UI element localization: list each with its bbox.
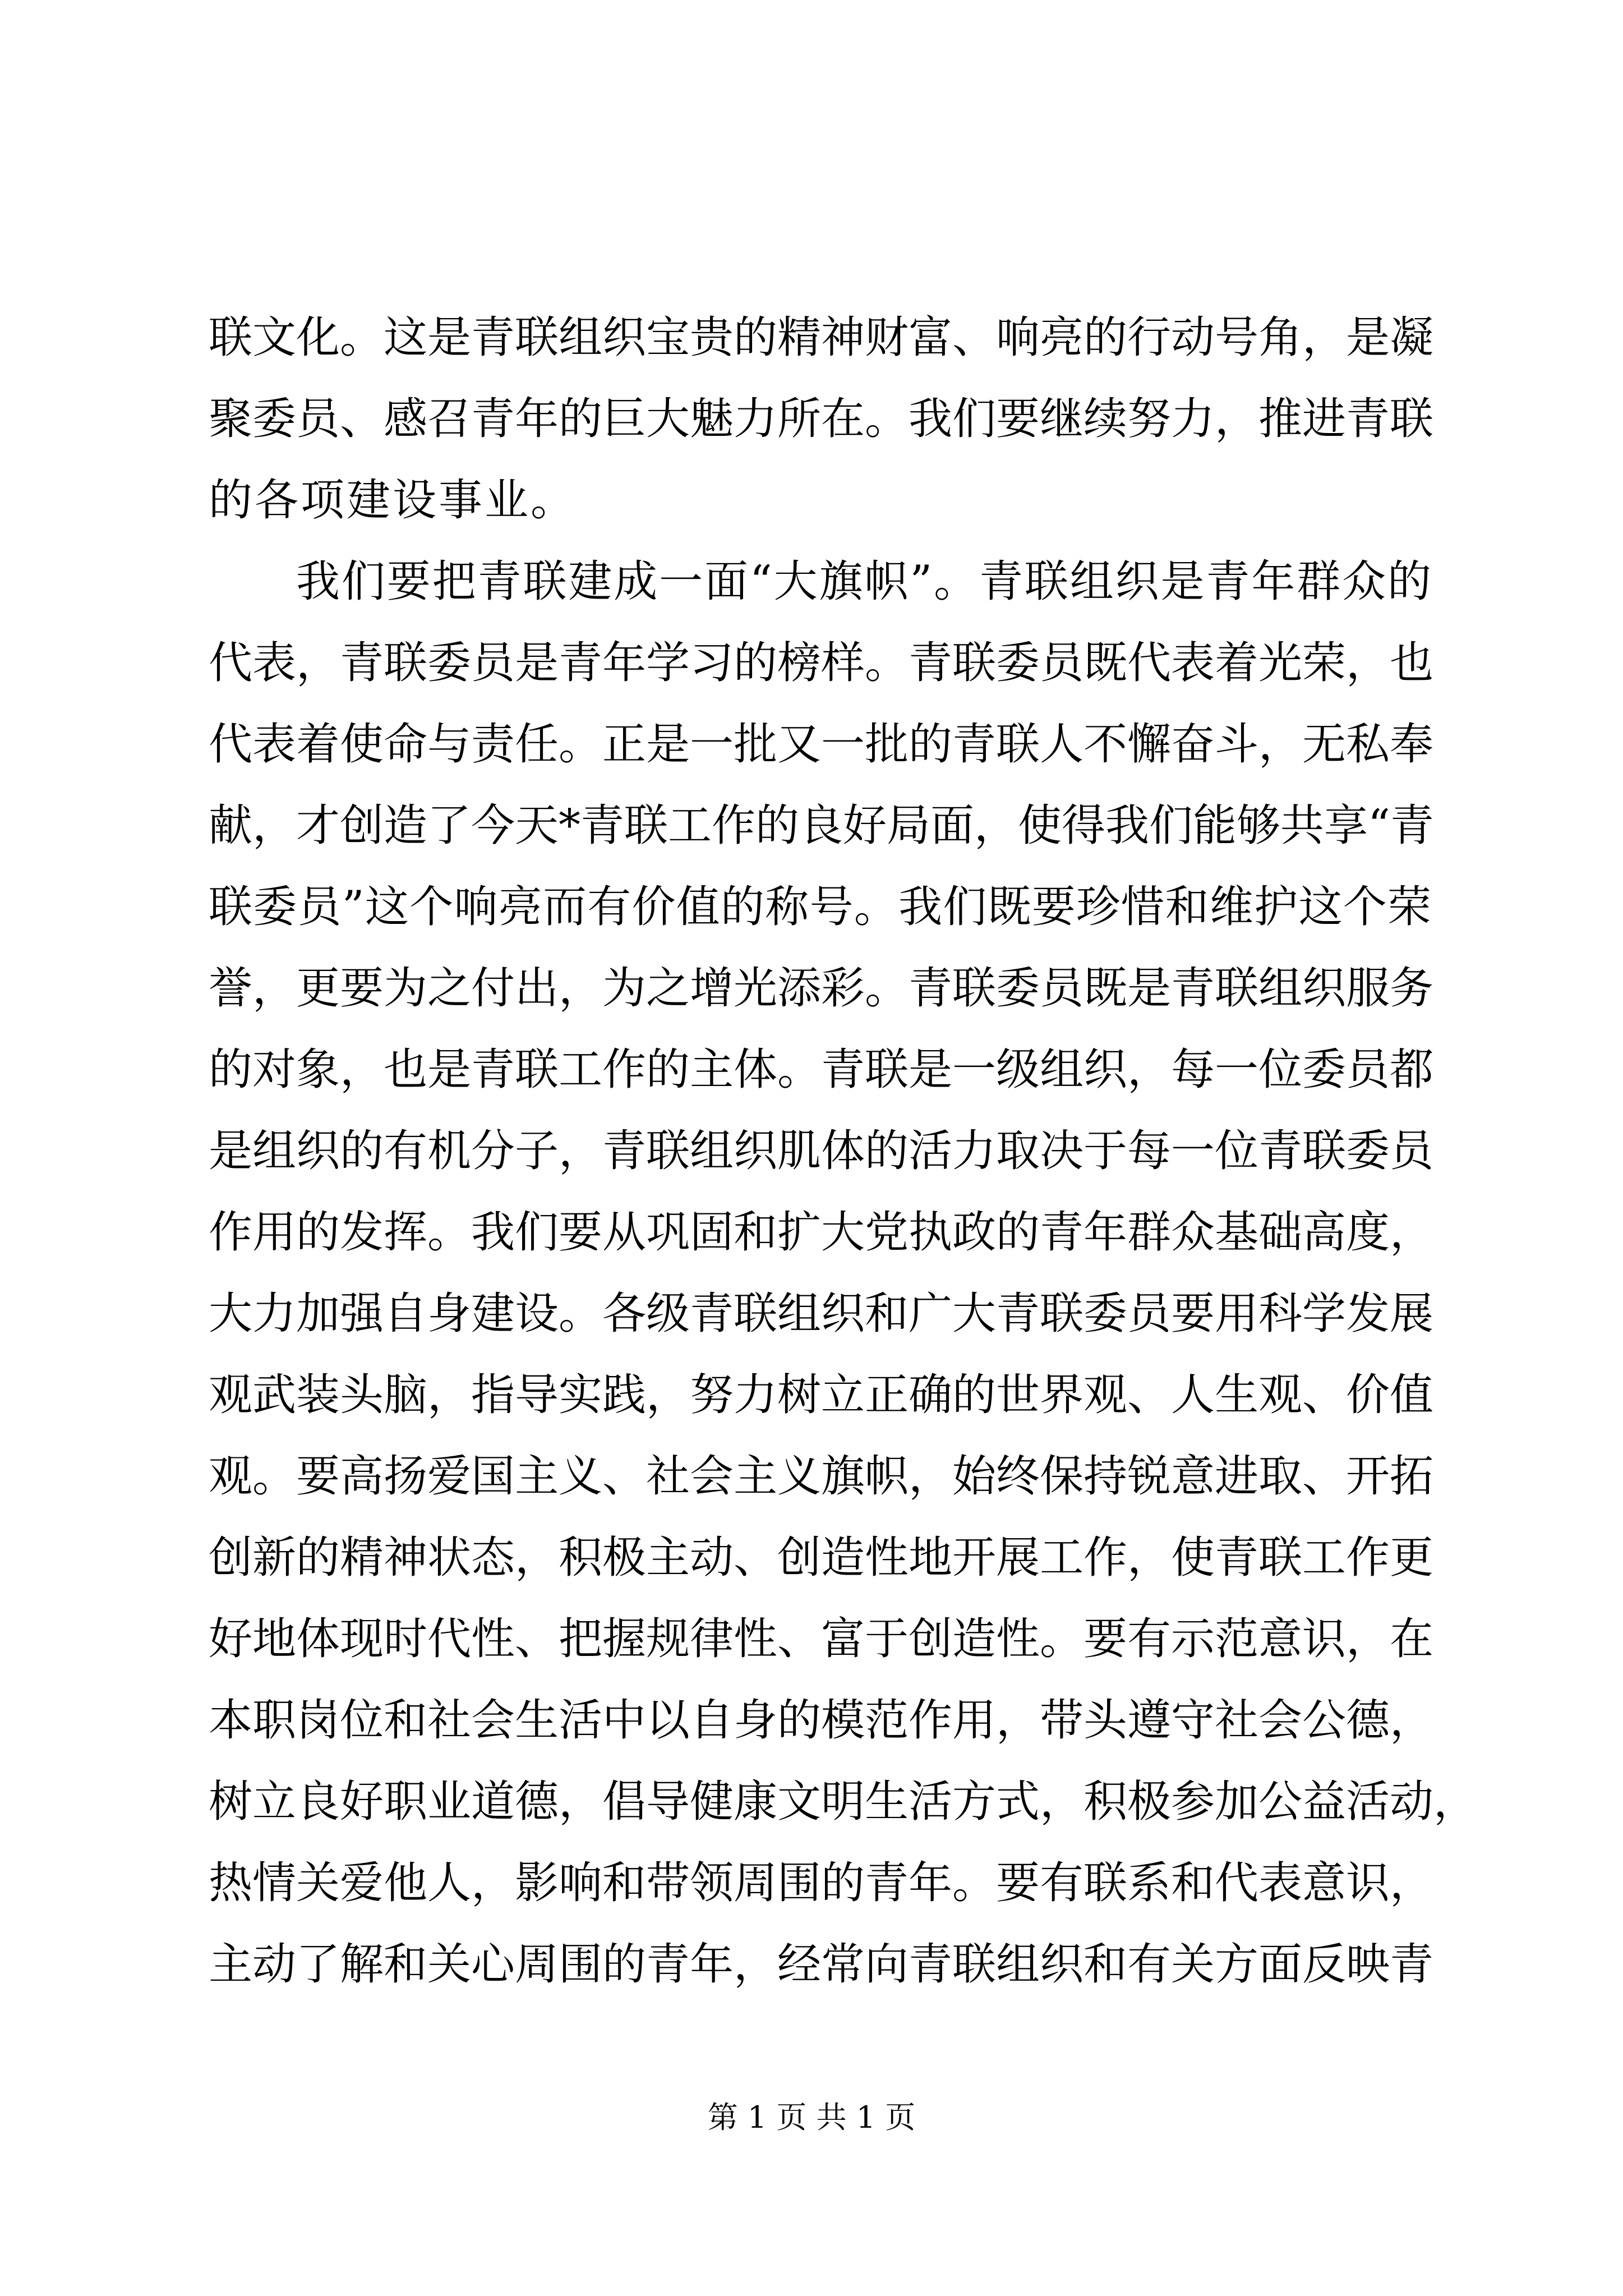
text-line: 好地体现时代性、把握规律性、富于创造性。要有示范意识，在 <box>209 1614 1434 1664</box>
text-line: 观武装头脑，指导实践，努力树立正确的世界观、人生观、价值 <box>209 1370 1434 1420</box>
text-line: 观。要高扬爱国主义、社会主义旗帜，始终保持锐意进取、开拓 <box>209 1451 1434 1502</box>
text-line: 本职岗位和社会生活中以自身的模范作用，带头遵守社会公德， <box>209 1695 1434 1746</box>
document-body <box>209 297 1478 2005</box>
text-line: 代表着使命与责任。正是一批又一批的青联人不懈奋斗，无私奉 <box>209 719 1434 770</box>
text-line: 创新的精神状态，积极主动、创造性地开展工作，使青联工作更 <box>209 1533 1434 1583</box>
text-line: 大力加强自身建设。各级青联组织和广大青联委员要用科学发展 <box>209 1289 1434 1339</box>
text-line: 联委员”这个响亮而有价值的称号。我们既要珍惜和维护这个荣 <box>209 882 1431 932</box>
text-line: 誉，更要为之付出，为之增光添彩。青联委员既是青联组织服务 <box>209 963 1434 1014</box>
text-line: 的各项建设事业。 <box>209 475 577 526</box>
text-line: 我们要把青联建成一面“大旗帜”。青联组织是青年群众的 <box>296 556 1431 607</box>
text-line: 联文化。这是青联组织宝贵的精神财富、响亮的行动号角，是凝 <box>209 312 1434 363</box>
page-number-footer: 第 1 页 共 1 页 <box>707 2100 916 2135</box>
text-line: 代表，青联委员是青年学习的榜样。青联委员既代表着光荣，也 <box>209 638 1434 688</box>
text-line: 热情关爱他人，影响和带领周围的青年。要有联系和代表意识， <box>209 1858 1434 1908</box>
text-line: 主动了解和关心周围的青年，经常向青联组织和有关方面反映青 <box>209 1939 1434 1990</box>
text-line: 作用的发挥。我们要从巩固和扩大党执政的青年群众基础高度， <box>209 1207 1434 1258</box>
text-line: 树立良好职业道德，倡导健康文明生活方式，积极参加公益活动， <box>209 1777 1478 1827</box>
text-line: 聚委员、感召青年的巨大魅力所在。我们要继续努力，推进青联 <box>209 394 1434 444</box>
text-line: 的对象，也是青联工作的主体。青联是一级组织，每一位委员都 <box>209 1045 1434 1095</box>
text-line: 是组织的有机分子，青联组织肌体的活力取决于每一位青联委员 <box>209 1126 1434 1176</box>
text-line: 献，才创造了今天*青联工作的良好局面，使得我们能够共享“青 <box>209 800 1434 851</box>
